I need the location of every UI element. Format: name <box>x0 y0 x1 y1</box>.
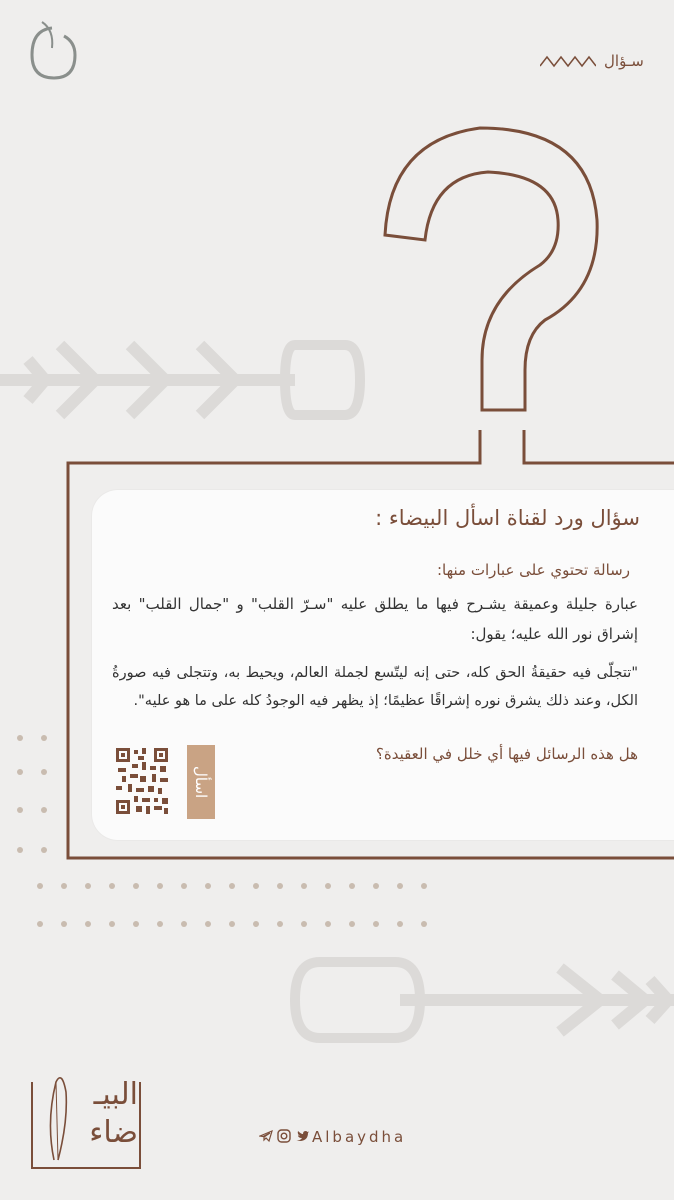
brand-text <box>58 1076 138 1152</box>
account-handle[interactable]: Albaydha <box>312 1128 407 1146</box>
question-mark-outline <box>385 128 597 410</box>
logo-mark-icon <box>32 22 75 78</box>
category-label: سـؤال <box>604 52 644 70</box>
qr-code-icon[interactable] <box>116 748 168 814</box>
card-quote-text: "تتجلّى فيه حقيقةُ الحق كله، حتى إنه ليتّسع لجملة العالم، ويحيط به، وتتجلى فيه صورةُ الكل، وعند ذلك يشرق نوره إشراقًا عظيمًا؛ إذ يظهر فيه الوجودُ كله على ما هو عليه". <box>112 665 638 709</box>
card-intro: رسالة تحتوي على عبارات منها: <box>436 561 630 579</box>
brand-logo <box>30 1062 144 1170</box>
telegram-icon[interactable] <box>259 1129 273 1143</box>
twitter-icon[interactable] <box>295 1129 309 1143</box>
social-icons <box>259 1129 309 1147</box>
feather-decoration-bottom <box>295 962 674 1038</box>
category-tag <box>540 44 660 78</box>
zigzag-icon <box>540 54 596 68</box>
ask-vertical-label: اسأل <box>187 745 215 819</box>
brand-line-1: البيـ <box>93 1077 138 1112</box>
instagram-icon[interactable] <box>277 1129 291 1143</box>
card-question: هل هذه الرسائل فيها أي خلل في العقيدة؟ <box>375 745 638 763</box>
feather-decoration-top <box>0 345 360 415</box>
card-body-text: عبارة جليلة وعميقة يشـرح فيها ما يطلق عليه "سـرّ القلب" و "جمال القلب" بعد إشراق نور الله عليه؛ يقول: <box>112 595 638 643</box>
brand-line-2: ضاء <box>89 1115 138 1150</box>
card-title: سؤال ورد لقناة اسأل البيضاء : <box>375 506 640 530</box>
